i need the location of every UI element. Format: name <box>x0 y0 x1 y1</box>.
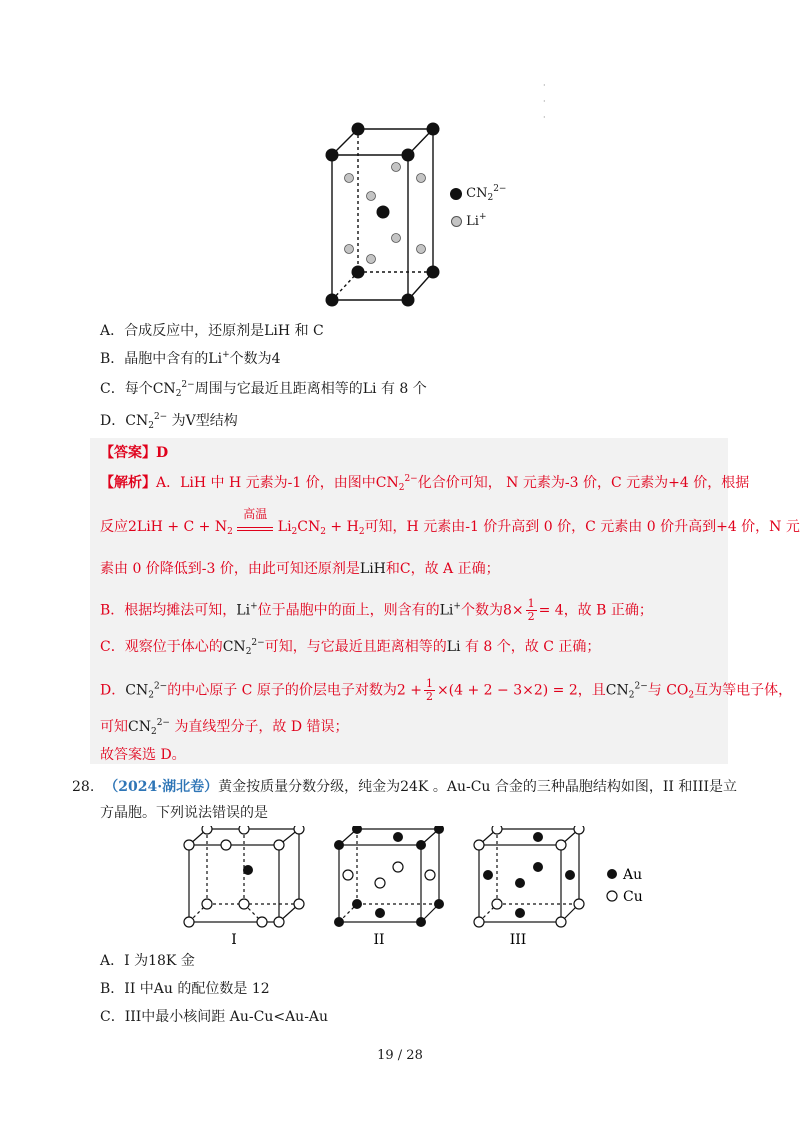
cu-atom <box>274 917 284 927</box>
au-atom <box>565 870 575 880</box>
cu-atom <box>343 870 353 880</box>
cu-atom <box>556 917 566 927</box>
li-atom <box>392 234 401 243</box>
cu-atom <box>239 826 249 834</box>
au-atom <box>416 840 426 850</box>
cu-atom <box>474 917 484 927</box>
cu-atom <box>257 917 267 927</box>
au-atom <box>334 840 344 850</box>
fig1-legend <box>450 184 506 229</box>
cn2-corner-atom <box>326 149 339 162</box>
cu-atom <box>274 840 284 850</box>
cu-atom <box>239 899 249 909</box>
au-atom <box>416 917 426 927</box>
li-atom <box>345 174 354 183</box>
li-atom <box>367 192 376 201</box>
answer-line: 【答案】D <box>100 445 169 461</box>
analysis-line-5: C．观察位于体心的$CN_2^{2-}$可知，与它最近且距离相等的Li 有 8 个，故 C 正确； <box>100 638 601 657</box>
cu-atom <box>492 899 502 909</box>
q28-option-c: C．III中最小核间距 Au-Cu<Au-Au <box>100 1009 329 1025</box>
li-atom <box>367 255 376 264</box>
cn2-corner-atom <box>402 294 415 307</box>
au-legend-dot <box>607 869 617 879</box>
cu-atom <box>492 826 502 834</box>
q28-stem-line-1: 28. （2024·湖北卷）黄金按质量分数分级，纯金为24K 。Au-Cu 合金的三种晶胞结构如图，II 和III是立 <box>72 779 737 795</box>
cu-atom <box>375 878 385 888</box>
cn2-corner-atom <box>352 123 365 136</box>
li-atom <box>417 174 426 183</box>
cu-atom <box>202 899 212 909</box>
au-atom <box>243 865 253 875</box>
au-atom <box>375 908 385 918</box>
au-atom <box>515 878 525 888</box>
li-atom <box>345 245 354 254</box>
legend-au-label: Au <box>623 867 643 883</box>
legend-cn2: $CN_2^{2-}$ <box>450 184 506 210</box>
au-atom <box>533 862 543 872</box>
analysis-line-8: 故答案选 D。 <box>100 747 186 763</box>
cu-atom <box>294 826 304 834</box>
cu-atom <box>221 840 231 850</box>
cn2-corner-atom <box>326 294 339 307</box>
cell-label-ii: II <box>373 932 385 948</box>
cn2-corner-atom <box>427 266 440 279</box>
legend-cu-label: Cu <box>623 889 643 905</box>
page-number: 19 / 28 <box>377 1048 423 1063</box>
cu-atom <box>184 840 194 850</box>
reaction-arrow: 高温 <box>237 521 273 537</box>
q28-option-b: B．II 中Au 的配位数是 12 <box>100 981 270 997</box>
cn2-corner-atom <box>352 266 365 279</box>
analysis-line-1: 【解析】A．LiH 中 H 元素为-1 价，由图中$CN_2^{2-}$化合价可知， N 元素为-3 价，C 元素为+4 价，根据 <box>100 474 750 493</box>
au-cu-unit-cells-figure <box>180 826 660 952</box>
q27-option-d: D．$CN_2^{2-}$ 为V型结构 <box>100 412 238 431</box>
li-atom <box>417 245 426 254</box>
q27-option-b: B．晶胞中含有的Li+个数为4 <box>100 350 281 367</box>
au-atom <box>393 832 403 842</box>
cu-atom <box>574 826 584 834</box>
au-atom <box>533 832 543 842</box>
analysis-line-7: 可知$CN_2^{2-}$ 为直线型分子，故 D 错误； <box>100 718 349 737</box>
cu-atom <box>184 917 194 927</box>
au-atom <box>334 917 344 927</box>
cn2-center-atom <box>377 206 390 219</box>
q27-option-c: C．每个$CN_2^{2-}$周围与它最近且距离相等的Li 有 8 个 <box>100 380 427 399</box>
cu-atom <box>474 840 484 850</box>
au-atom <box>434 899 444 909</box>
q28-option-a: A．I 为18K 金 <box>100 953 195 969</box>
cu-atom <box>556 840 566 850</box>
analysis-line-4: B．根据均摊法可知，Li+位于晶胞中的面上，则含有的Li+个数为8× $\frac{1}{2}$ = 4，故 B 正确； <box>100 597 653 623</box>
cu-atom <box>425 870 435 880</box>
cu-atom <box>574 899 584 909</box>
cn2-corner-atom <box>427 123 440 136</box>
grey-dot-icon <box>451 216 462 227</box>
cell-label-iii: III <box>509 932 527 948</box>
au-atom <box>515 908 525 918</box>
cu-atom <box>294 899 304 909</box>
q27-option-a: A．合成反应中，还原剂是LiH 和 C <box>100 323 324 339</box>
legend-li: Li+ <box>450 212 506 229</box>
q28-stem-line-2: 方晶胞。下列说法错误的是 <box>100 805 268 821</box>
li-atom <box>392 163 401 172</box>
cu-atom <box>202 826 212 834</box>
au-atom <box>483 870 493 880</box>
cn2-corner-atom <box>402 149 415 162</box>
cu-legend-dot <box>607 891 617 901</box>
analysis-line-3: 素由 0 价降低到-3 价，由此可知还原剂是LiH和C，故 A 正确； <box>100 561 500 577</box>
cell-label-i: I <box>231 932 237 948</box>
cu-atom <box>393 862 403 872</box>
analysis-line-2: 反应$2LiH + C + N_2$ 高温 $Li_2CN_2 + H_2$可知，H 元素由-1 价升高到 0 价，C 元素由 0 价升高到+4 价，N 元 <box>100 507 800 537</box>
analysis-line-6: D．$CN_2^{2-}$的中心原子 C 原子的价层电子对数为2 + $\frac{1}{2}$ ×(4 + 2 − 3×2) = 2，且$CN_2^{2-}$与 $CO_2$互为等电子体， <box>100 677 793 703</box>
black-dot-icon <box>450 188 462 200</box>
decorative-dots: · · · <box>543 81 546 122</box>
au-atom <box>352 899 362 909</box>
